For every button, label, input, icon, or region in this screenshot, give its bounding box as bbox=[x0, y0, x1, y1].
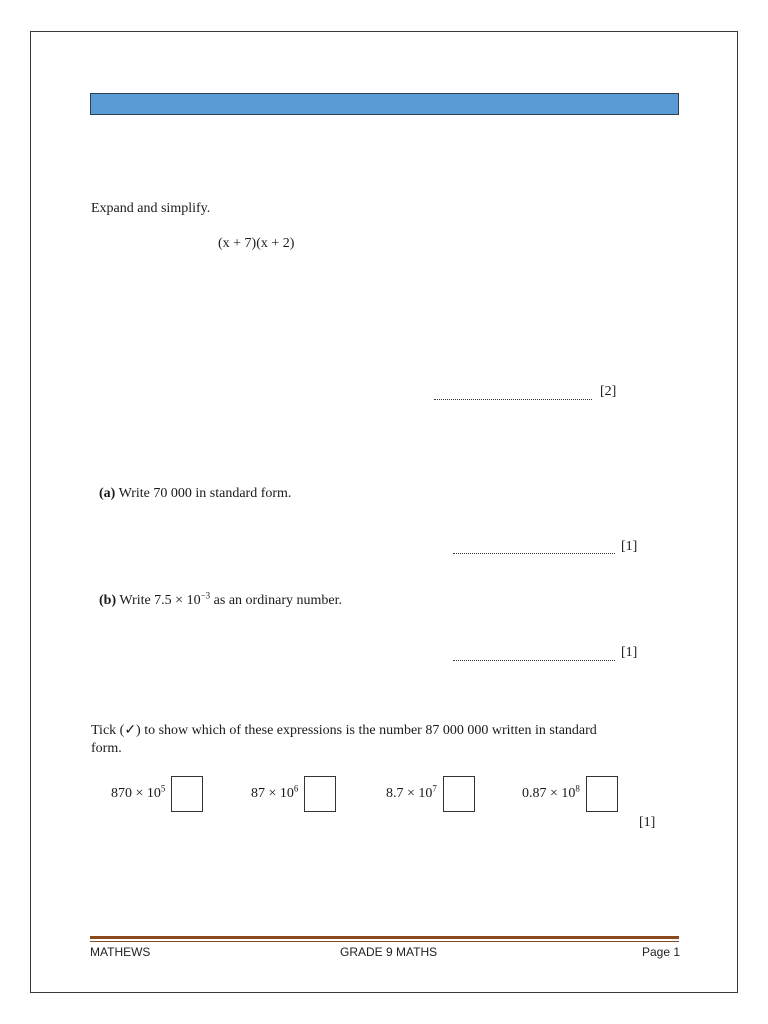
q3-option-2-checkbox[interactable] bbox=[304, 776, 336, 812]
q3-option-3-label: $8.7 \times 10^7$ bbox=[386, 783, 437, 801]
q1-answer-line[interactable] bbox=[434, 399, 592, 400]
q2a-question bbox=[99, 486, 291, 502]
q3-option-1 bbox=[111, 775, 203, 813]
q1-marks: [2] bbox=[600, 384, 617, 399]
q2b-text-post: as an ordinary number. bbox=[210, 593, 342, 608]
q1-instruction: Expand and simplify. bbox=[91, 201, 211, 216]
header-bar bbox=[90, 93, 679, 115]
q3-option-2 bbox=[251, 775, 336, 813]
q3-option-4-label: $0.87 \times 10^8$ bbox=[522, 783, 580, 801]
q2b-question bbox=[99, 590, 342, 609]
footer-rule-thin bbox=[90, 941, 679, 942]
q3-marks: [1] bbox=[639, 815, 656, 830]
footer-left: MATHEWS bbox=[90, 945, 151, 959]
q3-option-4-checkbox[interactable] bbox=[586, 776, 618, 812]
q2a-answer-line[interactable] bbox=[453, 553, 615, 554]
page-border bbox=[30, 31, 738, 993]
q2a-text: Write 70 000 in standard form. bbox=[118, 486, 292, 501]
q3-option-4 bbox=[522, 775, 618, 813]
footer-rule-thick bbox=[90, 936, 679, 939]
q2b-text-pre: Write 7.5 × 10 bbox=[119, 593, 201, 608]
q3-option-1-label: $870 \times 10^5$ bbox=[111, 783, 166, 801]
q2b-label: (b) bbox=[99, 593, 117, 608]
q2a-label: (a) bbox=[99, 486, 116, 501]
q3-instruction-line1: Tick (✓) to show which of these expressions is the number 87 000 000 written in standard bbox=[91, 723, 597, 738]
q2a-marks: [1] bbox=[621, 539, 638, 554]
q3-option-1-checkbox[interactable] bbox=[171, 776, 203, 812]
q3-instruction-line2: form. bbox=[91, 741, 122, 756]
q2b-exponent: −3 bbox=[200, 590, 211, 601]
q3-option-2-label: $87 \times 10^6$ bbox=[251, 783, 299, 801]
q3-option-3 bbox=[386, 775, 475, 813]
footer-page-number: Page 1 bbox=[642, 945, 681, 959]
q2b-marks: [1] bbox=[621, 645, 638, 660]
q3-option-3-checkbox[interactable] bbox=[443, 776, 475, 812]
q2b-answer-line[interactable] bbox=[453, 660, 615, 661]
q1-expression: (x + 7)(x + 2) bbox=[218, 236, 295, 251]
footer-center: GRADE 9 MATHS bbox=[340, 945, 438, 959]
